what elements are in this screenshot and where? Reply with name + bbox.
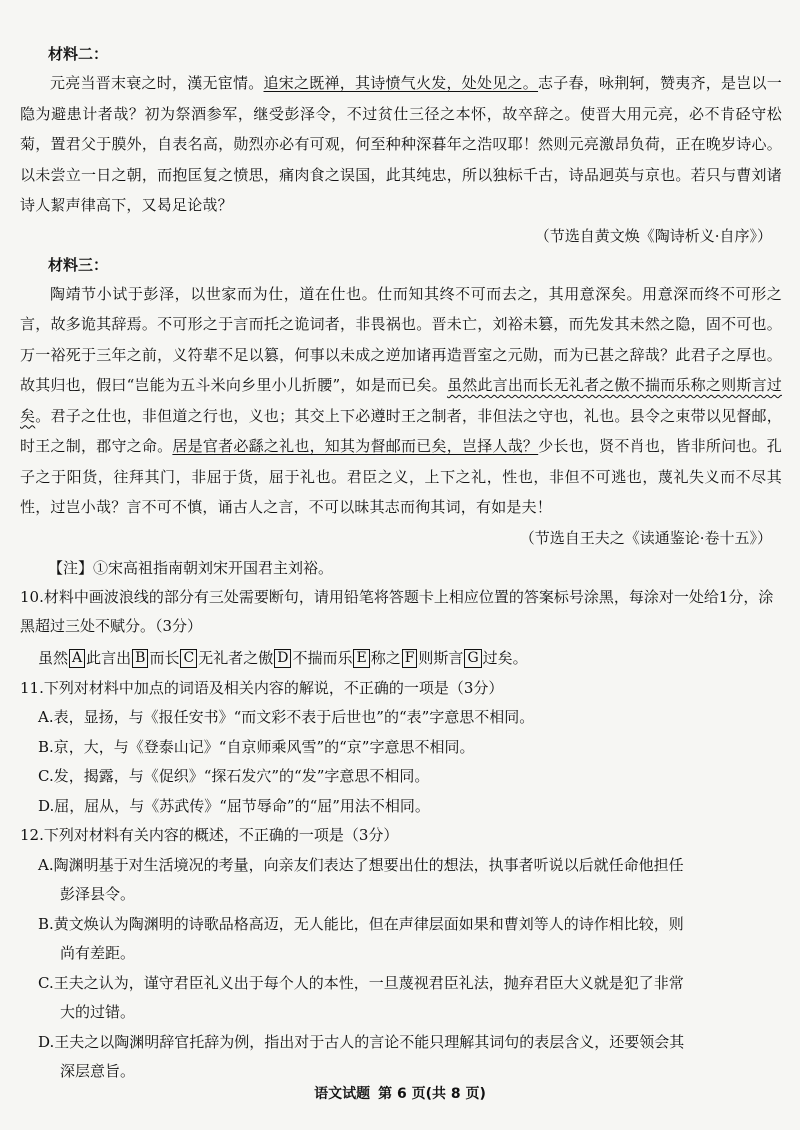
segment: 不揣而乐 [292,648,353,667]
answer-box-b[interactable]: B [132,649,148,668]
material-three-text-c: 少长也，贤不肖也，皆非所问也。孔子之于阳货，往拜其门，非屈于货，屈于礼也。君臣之义，上下之礼，性也，非但不可逃也，蔑礼失义而不尽其性，过岂小哉？言不可不慎，诵古人之言，不可以昧其志而徇其词，有如是夫！ [20,437,782,516]
option-line: D.王夫之以陶渊明辞官托辞为例，指出对于古人的言论不能只理解其词句的表层含义，还要领会其 [38,1032,685,1051]
option-line: 彭泽县令。 [60,885,136,903]
material-two-heading: 材料二： [48,45,109,63]
answer-box-g[interactable]: G [464,649,481,668]
material-three-text-a: 陶靖节小试于彭泽，以世家而为仕，道在仕也。仕而知其终不可而去之，其用意深矣。用意深而终不可形之言，故多诡其辞焉。不可形之于言而托之诡词者，非畏祸也。晋未亡，刘裕未篡，而先发其未然之隐，固不可也。万一裕死于三年之前，义符辈不足以篡，何事以未成之逆加诸再造晋室之元勋，而为已甚之辞哉？此君子之厚也。故其归也，假曰“岂能为五斗米向乡里小儿折腰”，如是而已矣。 [20,284,782,394]
material-two-text [20,68,782,221]
footnote: 【注】①宋高祖指南朝刘宋开国君主刘裕。 [48,558,334,577]
material-two-text-a: 元亮当晋末衰之时，漢无宦情。 [50,74,264,92]
question-12 [20,821,782,1087]
segment: 称之 [370,648,401,667]
question-10-stem: 10.材料中画波浪线的部分有三处需要断句，请用铅笔将答题卡上相应位置的答案标号涂黑，每涂对一处给1分，涂黑超过三处不赋分。（3分） [20,587,774,635]
answer-box-d[interactable]: D [274,649,291,668]
question-10 [20,583,782,674]
segment: 过矣。 [482,648,528,667]
material-three-heading: 材料三： [48,255,109,274]
question-12-option-d[interactable] [20,1028,782,1087]
question-12-stem: 12.下列对材料有关内容的概述，不正确的一项是（3分） [20,826,399,844]
question-11 [20,674,782,822]
material-three-source: （节选自王夫之《读通鉴论·卷十五》） [519,528,772,547]
answer-box-f[interactable]: F [402,649,418,668]
question-12-option-a[interactable] [20,851,782,910]
segment: 无礼者之傲 [198,648,274,667]
segment: 而长 [149,648,180,667]
question-11-option-c[interactable]: C.发，揭露，与《促织》“探石发穴”的“发”字意思不相同。 [38,767,430,785]
material-three-wavy-underline: 虽然此言出而长无礼者之傲不揣而乐称之则斯言过矣 [20,376,782,425]
question-11-option-b[interactable]: B.京，大，与《登泰山记》“自京师乘风雪”的“京”字意思不相同。 [38,737,475,756]
material-three-text [20,279,782,523]
question-10-sentence [20,642,782,674]
material-three-underlined: 居是官者必繇之礼也，知其为督邮而已矣，岂择人哉？ [172,437,539,455]
option-line: 大的过错。 [60,1003,136,1021]
question-11-option-d[interactable]: D.屈，屈从，与《苏武传》“屈节辱命”的“屈”用法不相同。 [38,796,430,815]
material-three-text-b: 。君子之仕也，非但道之行也，义也；其交上下必遵时王之制者，非但法之守也，礼也。县令之束带以见督邮，时王之制，郡守之命。 [20,406,782,455]
answer-box-a[interactable]: A [69,649,85,668]
footer-subject: 语文试题 [314,1086,371,1102]
segment: 虽然 [38,648,69,667]
question-12-option-b[interactable] [20,910,782,969]
option-line: 深层意旨。 [60,1062,136,1080]
segment: 则斯言 [418,648,464,667]
material-two-underlined: 追宋之既禅，其诗愤气火发，处处见之。 [263,74,539,92]
answer-box-e[interactable]: E [353,649,369,668]
option-line: B.黄文焕认为陶渊明的诗歌品格高迈，无人能比，但在声律层面如果和曹刘等人的诗作相比较，则 [38,914,684,933]
segment: 此言出 [86,648,132,667]
option-line: 尚有差距。 [60,944,136,962]
footer-page-number: 第 6 页(共 8 页) [378,1086,486,1102]
question-11-option-a[interactable]: A.表，显扬，与《报任安书》“而文彩不表于后世也”的“表”字意思不相同。 [38,708,535,726]
page-footer [0,1083,800,1103]
option-line: C.王夫之认为，谨守君臣礼义出于每个人的本性，一旦蔑视君臣礼法，抛弃君臣大义就是犯了非常 [38,973,684,992]
question-12-option-c[interactable] [20,969,782,1028]
question-11-stem: 11.下列对材料中加点的词语及相关内容的解说，不正确的一项是（3分） [20,678,504,697]
material-two-text-b: 志子春，咏荆轲，赞夷齐，是岂以一隐为避患计者哉？初为祭酒参军，继受彭泽令，不过贫仕三径之本怀，故卒辞之。使晋大用元亮，必不肯硁守松菊，置君父于膜外，自表名高，勋烈亦必有可观，何至种种深暮年之浩叹耶！然则元亮激昂负荷，正在晚岁诗心。以未尝立一日之朝，而抱匡复之愤思，痛肉食之误国，此其纯忠，所以独标千古，诗品迥英与京也。若只与曹刘诸诗人絜声律高下，又曷足论哉？ [20,74,782,214]
material-two-source: （节选自黄文焕《陶诗析义·自序》） [534,226,772,245]
option-line: A.陶渊明基于对生活境况的考量，向亲友们表达了想要出仕的想法，执事者听说以后就任命他担任 [38,855,684,874]
answer-box-c[interactable]: C [180,649,197,668]
